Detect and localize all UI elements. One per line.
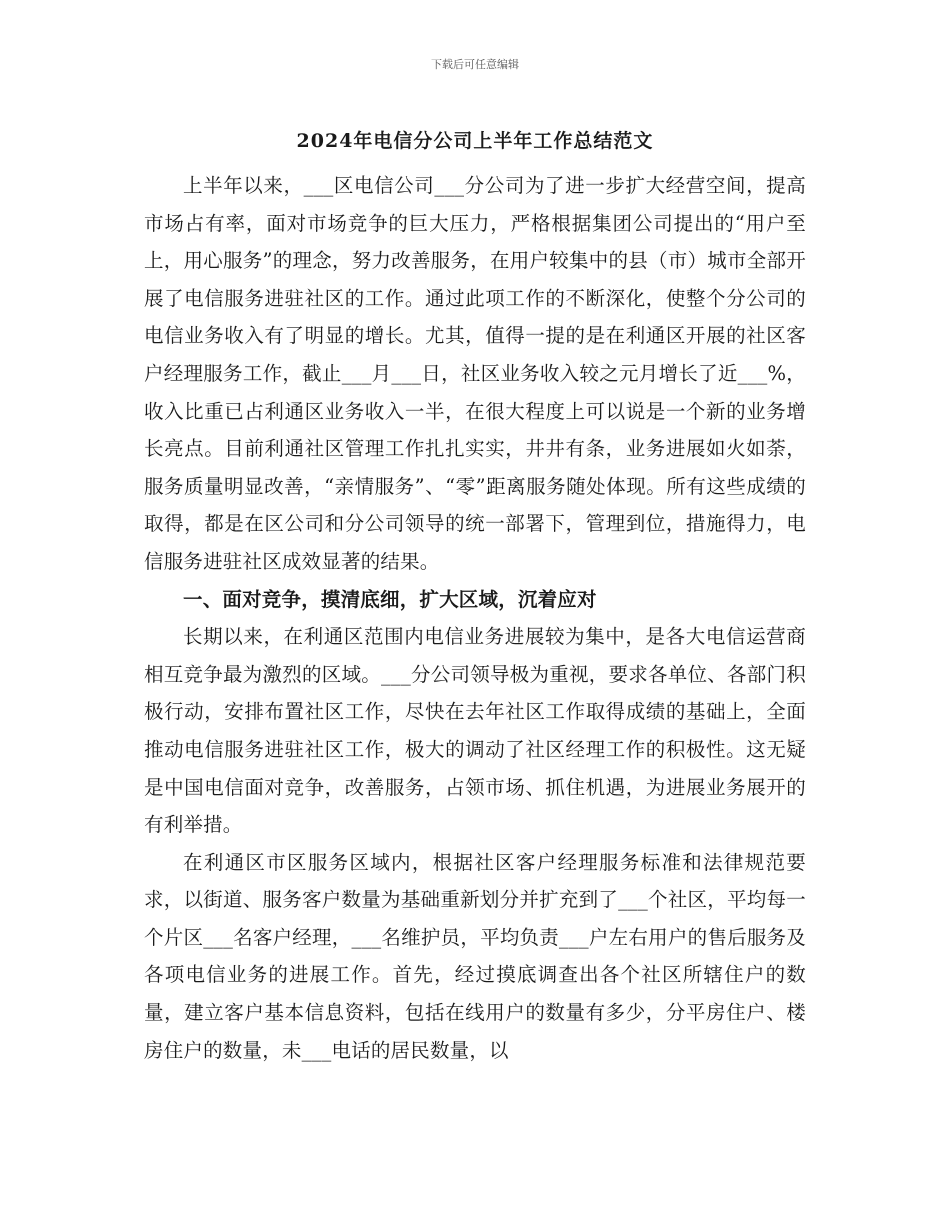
document-title: 2024年电信分公司上半年工作总结范文 (296, 130, 654, 152)
section-paragraph: 在利通区市区服务区域内，根据社区客户经理服务标准和法律规范要求，以街道、服务客户数量为基础重新划分并扩充到了___个社区，平均每一个片区___名客户经理，___名维护员，平均负责___户左右用户的售后服务及各项电信业务的进展工作。首先，经过摸底调查出各个社区所辖住户的数量，建立客户基本信息资料，包括在线用户的数量有多少，分平房住户、楼房住户的数量，未___电话的居民数量，以 (144, 850, 806, 1062)
section-paragraph: 长期以来，在利通区范围内电信业务进展较为集中，是各大电信运营商相互竞争最为激烈的区域。___分公司领导极为重视，要求各单位、各部门积极行动，安排布置社区工作，尽快在去年社区工作取得成绩的基础上，全面推动电信服务进驻社区工作，极大的调动了社区经理工作的积极性。这无疑是中国电信面对竞争，改善服务，占领市场、抓住机遇，为进展业务展开的有利举措。 (144, 625, 806, 837)
section-heading: 一、面对竞争，摸清底细，扩大区域，沉着应对 (183, 587, 597, 611)
intro-paragraph: 上半年以来，___区电信公司___分公司为了进一步扩大经营空间，提高市场占有率，面对市场竞争的巨大压力，严格根据集团公司提出的“用户至上，用心服务”的理念，努力改善服务，在用户较集中的县（市）城市全部开展了电信服务进驻社区的工作。通过此项工作的不断深化，使整个分公司的电信业务收入有了明显的增长。尤其，值得一提的是在利通区开展的社区客户经理服务工作，截止___月___日，社区业务收入较之元月增长了近___%，收入比重已占利通区业务收入一半，在很大程度上可以说是一个新的业务增长亮点。目前利通社区管理工作扎扎实实，井井有条，业务进展如火如荼，服务质量明显改善，“亲情服务”、“零”距离服务随处体现。所有这些成绩的取得，都是在区公司和分公司领导的统一部署下，管理到位，措施得力，电信服务进驻社区成效显著的结果。 (144, 174, 806, 573)
document-body (144, 167, 806, 1069)
page-header-note: 下载后可任意编辑 (431, 58, 519, 71)
